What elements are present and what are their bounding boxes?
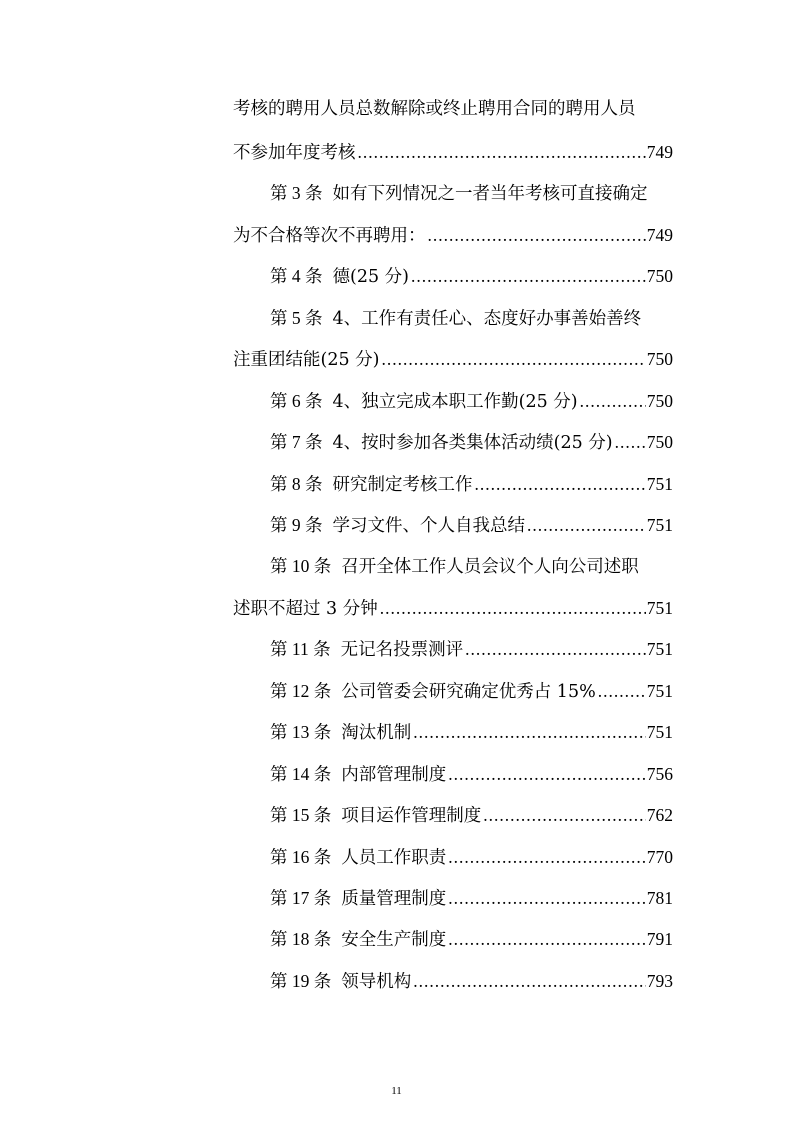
toc-entry-text: 考核的聘用人员总数解除或终止聘用合同的聘用人员 bbox=[233, 99, 636, 119]
toc-page-number: 793 bbox=[646, 971, 673, 991]
leader-dots bbox=[448, 844, 646, 870]
leader-dots bbox=[598, 678, 646, 704]
toc-entry-text: 无记名投票测评 bbox=[340, 640, 464, 660]
leader-dots bbox=[448, 761, 646, 787]
toc-page-number: 751 bbox=[646, 639, 673, 659]
toc-entry-8[interactable] bbox=[270, 512, 673, 538]
toc-entry-text: 学习文件、个人自我总结 bbox=[332, 516, 525, 536]
toc-entry-text: 不参加年度考核 bbox=[233, 143, 356, 163]
leader-dots bbox=[615, 429, 646, 455]
toc-entry-text: 人员工作职责 bbox=[341, 848, 447, 868]
toc-page-number: 750 bbox=[646, 432, 673, 452]
toc-entry-7[interactable] bbox=[270, 471, 673, 497]
toc-entry-18[interactable] bbox=[270, 968, 673, 994]
toc-entry-text: 质量管理制度 bbox=[341, 889, 447, 909]
page-footer-number: 11 bbox=[391, 1085, 402, 1097]
toc-page-number: 770 bbox=[646, 847, 673, 867]
toc-entry-text: 公司管委会研究确定优秀占 15% bbox=[341, 682, 596, 702]
toc-article-number: 第 4 条 bbox=[270, 266, 323, 286]
toc-page-number: 781 bbox=[646, 888, 673, 908]
toc-article-number: 第 5 条 bbox=[270, 308, 323, 328]
leader-dots bbox=[413, 719, 646, 745]
leader-dots bbox=[358, 139, 646, 165]
toc-entry-17[interactable] bbox=[270, 926, 673, 952]
toc-page-number: 750 bbox=[646, 266, 673, 286]
toc-page-number: 751 bbox=[646, 515, 673, 535]
leader-dots bbox=[411, 263, 646, 289]
leader-dots bbox=[382, 346, 646, 372]
leader-dots bbox=[448, 926, 646, 952]
toc-page-number: 756 bbox=[646, 764, 673, 784]
leader-dots bbox=[428, 222, 646, 248]
toc-article-number: 第 12 条 bbox=[270, 681, 332, 701]
leader-dots bbox=[448, 885, 646, 911]
toc-entry-text: 内部管理制度 bbox=[341, 765, 447, 785]
toc-entry-6[interactable] bbox=[270, 429, 673, 455]
toc-page-number: 750 bbox=[646, 349, 673, 369]
toc-entry-text: 项目运作管理制度 bbox=[341, 806, 482, 826]
toc-entry-text: 注重团结能(25 分) bbox=[233, 350, 380, 370]
toc-article-number: 第 3 条 bbox=[270, 183, 323, 203]
toc-entry-text: 如有下列情况之一者当年考核可直接确定 bbox=[332, 184, 648, 204]
toc-entry-text: 召开全体工作人员会议个人向公司述职 bbox=[341, 557, 639, 577]
toc-entry-line bbox=[233, 96, 673, 122]
toc-entry-15[interactable] bbox=[270, 844, 673, 870]
toc-page-number: 762 bbox=[646, 805, 673, 825]
toc-article-number: 第 8 条 bbox=[270, 474, 323, 494]
toc-article-number: 第 13 条 bbox=[270, 722, 332, 742]
toc-page-number: 751 bbox=[646, 474, 673, 494]
leader-dots bbox=[580, 388, 646, 414]
toc-entry-16[interactable] bbox=[270, 885, 673, 911]
toc-entry-text: 安全生产制度 bbox=[341, 930, 447, 950]
leader-dots bbox=[527, 512, 646, 538]
leader-dots bbox=[465, 636, 646, 662]
leader-dots bbox=[483, 802, 646, 828]
toc-page-number: 791 bbox=[646, 929, 673, 949]
toc-entry-11[interactable] bbox=[270, 678, 673, 704]
toc-entry-text: 4、按时参加各类集体活动绩(25 分) bbox=[332, 433, 613, 453]
toc-article-number: 第 10 条 bbox=[270, 556, 332, 576]
toc-entry-9[interactable] bbox=[233, 595, 673, 621]
toc-entry-text: 为不合格等次不再聘用： bbox=[233, 226, 426, 246]
toc-entry-line bbox=[270, 553, 673, 579]
toc-article-number: 第 14 条 bbox=[270, 764, 332, 784]
toc-page-number: 751 bbox=[646, 681, 673, 701]
toc-entry-12[interactable] bbox=[270, 719, 673, 745]
toc-entry-text: 4、工作有责任心、态度好办事善始善终 bbox=[332, 309, 642, 329]
toc-article-number: 第 18 条 bbox=[270, 929, 332, 949]
toc-page-number: 751 bbox=[646, 722, 673, 742]
leader-dots bbox=[475, 471, 646, 497]
toc-entry-text: 4、独立完成本职工作勤(25 分) bbox=[332, 392, 578, 412]
toc-entry-line bbox=[270, 305, 673, 331]
toc-entry-text: 研究制定考核工作 bbox=[332, 475, 473, 495]
toc-entry-10[interactable] bbox=[270, 636, 673, 662]
toc-article-number: 第 11 条 bbox=[270, 639, 331, 659]
leader-dots bbox=[413, 968, 646, 994]
toc-entry-line bbox=[270, 180, 673, 206]
toc-entry-text: 淘汰机制 bbox=[341, 723, 412, 743]
toc-entry-text: 领导机构 bbox=[341, 972, 412, 992]
toc-article-number: 第 15 条 bbox=[270, 805, 332, 825]
toc-page-number: 750 bbox=[646, 391, 673, 411]
toc-article-number: 第 19 条 bbox=[270, 971, 332, 991]
toc-article-number: 第 7 条 bbox=[270, 432, 323, 452]
toc-entry-13[interactable] bbox=[270, 761, 673, 787]
toc-entry-text: 述职不超过 3 分钟 bbox=[233, 599, 378, 619]
toc-article-number: 第 9 条 bbox=[270, 515, 323, 535]
toc-page-number: 749 bbox=[646, 142, 673, 162]
toc-article-number: 第 6 条 bbox=[270, 391, 323, 411]
toc-page-number: 749 bbox=[646, 225, 673, 245]
toc-entry-4[interactable] bbox=[233, 346, 673, 372]
toc-article-number: 第 16 条 bbox=[270, 847, 332, 867]
toc-page-number: 751 bbox=[646, 598, 673, 618]
toc-entry-text: 德(25 分) bbox=[332, 267, 409, 287]
leader-dots bbox=[380, 595, 646, 621]
toc-entry-5[interactable] bbox=[270, 388, 673, 414]
toc-entry-2[interactable] bbox=[233, 222, 673, 248]
toc-entry-1[interactable] bbox=[233, 139, 673, 165]
toc-entry-3[interactable] bbox=[270, 263, 673, 289]
toc-article-number: 第 17 条 bbox=[270, 888, 332, 908]
toc-entry-14[interactable] bbox=[270, 802, 673, 828]
